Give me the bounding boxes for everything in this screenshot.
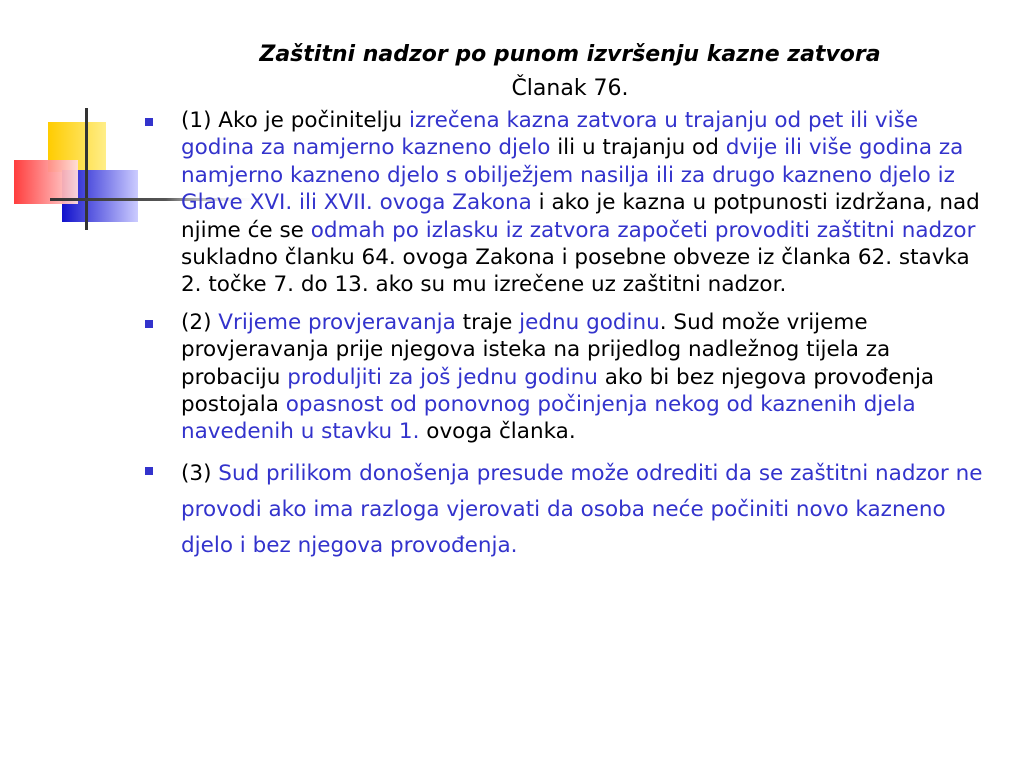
paragraph-2 (145, 309, 995, 446)
highlighted-text: dvije ili više godina za namjerno kazneno djelo s obilježjem nasilja ili za drugo kazneno djelo iz Glave XVI. ili XVII. ovoga Zakona (181, 135, 964, 216)
text-segment: (1) Ako je počinitelju (181, 108, 409, 133)
bullet-list (145, 107, 995, 574)
highlighted-text: jednu godinu (519, 309, 660, 335)
highlighted-text: Sud prilikom donošenja presude može odrediti da se zaštitni nadzor ne provodi ako ima razloga vjerovati da osoba neće počiniti novo kazneno djelo i bez njegova provođenja. (181, 460, 983, 558)
bullet-square-icon (145, 320, 153, 328)
deco-vertical-line (85, 108, 88, 230)
highlighted-text: produljiti za još jednu godinu (287, 364, 598, 390)
article-number: Članak 76. (511, 76, 629, 101)
bullet-square-icon (145, 467, 153, 475)
text-segment: i ako je kazna u potpunosti izdržana, nad njime će se (181, 190, 980, 243)
deco-red-square (14, 160, 78, 204)
text-segment: . Sud može vrijeme provjeravanja prije njegova isteka na prijedlog nadležnog tijela za probaciju (181, 309, 891, 390)
text-segment: traje (455, 309, 520, 335)
highlighted-text: izrečena kazna zatvora u trajanju od pet ili više godina za namjerno kazneno djelo (181, 108, 919, 161)
highlighted-text: opasnost od ponovnog počinjenja nekog od kaznenih djela navedenih u stavku 1. (181, 392, 916, 445)
paragraph-3 (145, 456, 995, 564)
highlighted-text: Vrijeme provjeravanja (218, 309, 456, 335)
bullet-square-icon (145, 118, 153, 126)
text-segment: sukladno članku 64. ovoga Zakona i posebne obveze iz članka 62. stavka 2. točke 7. do 13. ako su mu izrečene uz zaštitni nadzor. (181, 245, 970, 298)
text-segment: (3) (181, 460, 219, 486)
paragraph-1 (145, 107, 995, 299)
text-segment: ako bi bez njegova provođenja postojala (181, 364, 935, 418)
text-segment: ovoga članka. (419, 419, 576, 445)
text-segment: (2) (181, 309, 219, 335)
text-segment: ili u trajanju od (550, 135, 726, 161)
highlighted-text: odmah po izlasku iz zatvora započeti provoditi zaštitni nadzor (310, 217, 976, 243)
slide-title: Zaštitni nadzor po punom izvršenju kazne zatvora (259, 42, 881, 67)
